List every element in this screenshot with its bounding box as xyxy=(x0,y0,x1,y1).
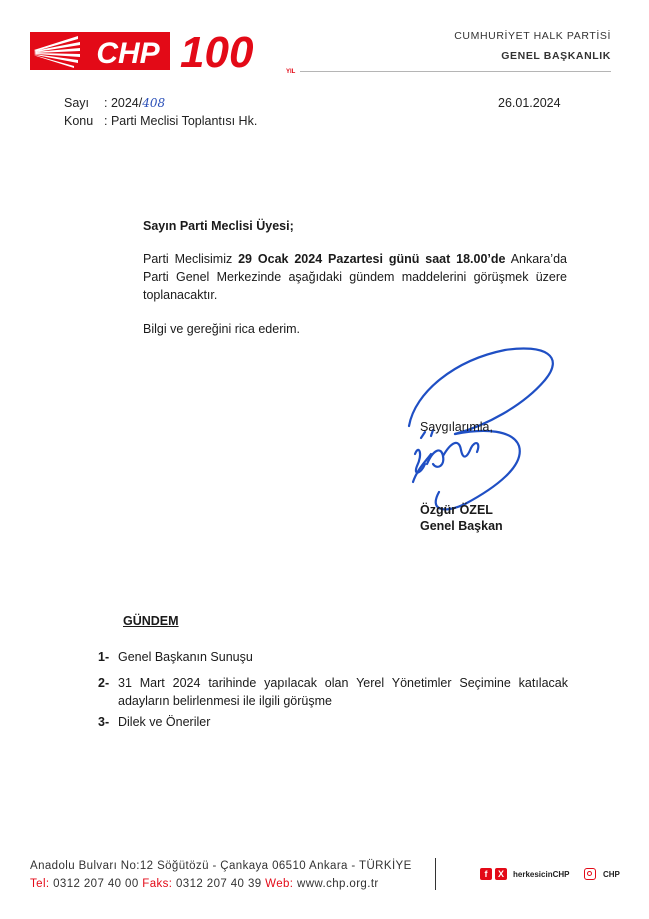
social-handle-group[interactable] xyxy=(480,868,569,880)
sayi-handwritten: 408 xyxy=(142,96,166,110)
signer-block xyxy=(420,502,503,534)
instagram-group[interactable] xyxy=(584,868,620,880)
agenda-item-number: 2- xyxy=(98,676,110,690)
tel-number: 0312 207 40 00 xyxy=(53,878,139,890)
agenda-item-number: 1- xyxy=(98,650,110,664)
agenda-item-number: 3- xyxy=(98,715,110,729)
konu-line xyxy=(64,114,257,128)
p1-pre: Parti Meclisimiz xyxy=(143,252,239,266)
logo-yil-text: YIL xyxy=(286,69,296,75)
agenda-item xyxy=(98,674,568,710)
agenda-item-text: 31 Mart 2024 tarihinde yapılacak olan Yerel Yönetimler Seçimine katılacak adayların belirlenmesi ile ilgili görüşme xyxy=(118,676,568,708)
facebook-icon[interactable]: f xyxy=(480,868,492,880)
fax-label: Faks: xyxy=(142,878,173,890)
agenda-item xyxy=(98,713,568,731)
greeting: Sayın Parti Meclisi Üyesi; xyxy=(143,219,294,233)
web-link[interactable]: www.chp.org.tr xyxy=(297,878,379,890)
footer-divider xyxy=(435,858,436,890)
social-handle: herkesicinCHP xyxy=(513,869,570,879)
web-label: Web: xyxy=(265,878,294,890)
chp-100-logo xyxy=(30,22,302,78)
footer-address: Anadolu Bulvarı No:12 Söğütözü - Çankaya 06510 Ankara - TÜRKİYE xyxy=(30,860,412,872)
p1-post: Ankara’da Parti Genel Merkezinde aşağıdaki gündem maddelerini görüşmek üzere toplanacaktır. xyxy=(143,252,567,302)
fax-number: 0312 207 40 39 xyxy=(176,878,262,890)
header-divider xyxy=(300,71,611,72)
footer-contact xyxy=(30,878,379,890)
konu-label: Konu xyxy=(64,114,94,128)
sayi-label: Sayı xyxy=(64,96,90,110)
agenda-item xyxy=(98,648,568,666)
agenda-item-text: Dilek ve Öneriler xyxy=(118,715,211,729)
agenda-title: GÜNDEM xyxy=(123,614,179,628)
closing-phrase: Saygılarımla, xyxy=(420,420,493,434)
signer-title: Genel Başkan xyxy=(420,519,503,533)
konu-value: : Parti Meclisi Toplantısı Hk. xyxy=(104,114,258,128)
tel-label: Tel: xyxy=(30,878,50,890)
document-date: 26.01.2024 xyxy=(498,96,561,110)
logo-100-text: 100 xyxy=(180,28,254,77)
paragraph-request: Bilgi ve gereğini rica ederim. xyxy=(143,322,301,336)
sayi-line xyxy=(64,96,165,110)
logo-chp-text: CHP xyxy=(96,37,160,70)
x-icon[interactable]: X xyxy=(495,868,507,880)
agenda-item-text: Genel Başkanın Sunuşu xyxy=(118,650,253,664)
p1-bold: 29 Ocak 2024 Pazartesi günü saat 18.00’de xyxy=(238,252,506,266)
instagram-handle: CHP xyxy=(603,869,620,879)
org-unit: GENEL BAŞKANLIK xyxy=(501,50,611,62)
paragraph-meeting xyxy=(143,250,567,304)
org-name: CUMHURİYET HALK PARTİSİ xyxy=(454,30,611,42)
sayi-value: : 2024/ xyxy=(104,96,143,110)
instagram-icon[interactable] xyxy=(584,868,596,880)
signer-name: Özgür ÖZEL xyxy=(420,503,493,517)
